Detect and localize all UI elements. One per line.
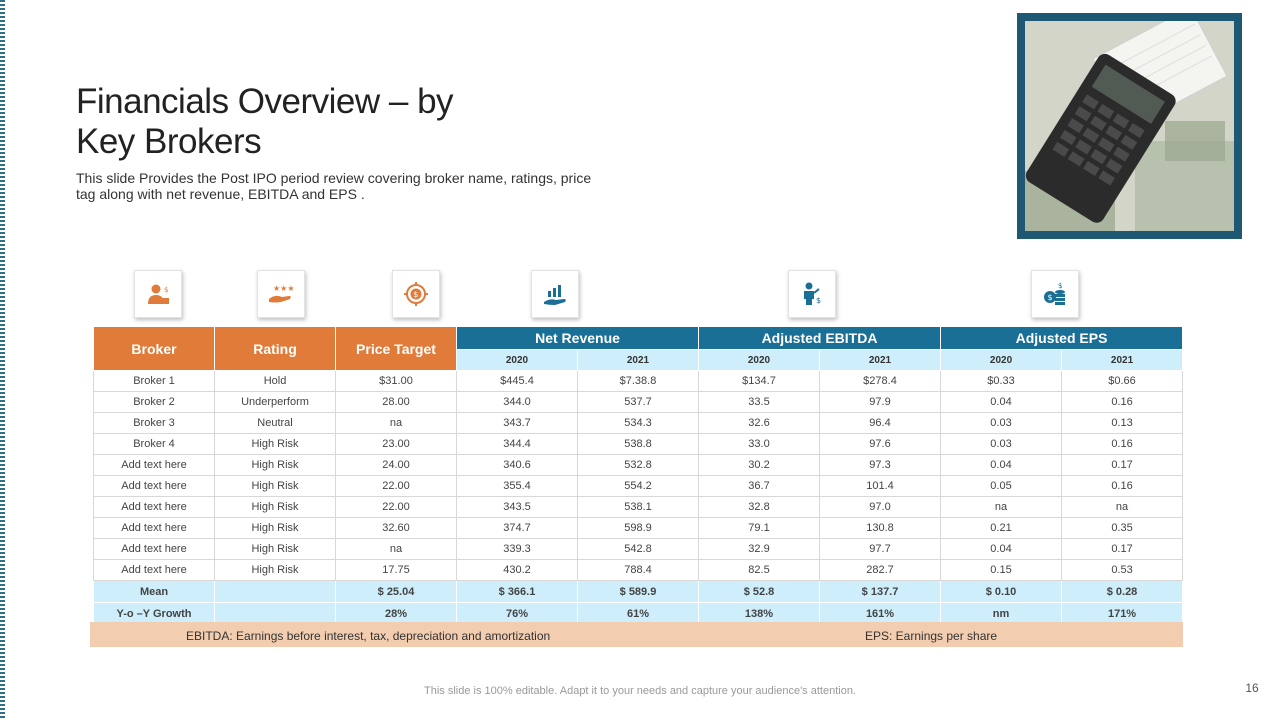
table-cell: Add text here	[94, 560, 215, 581]
table-cell: Add text here	[94, 497, 215, 518]
table-cell: 343.7	[457, 413, 578, 434]
growth-cell: 161%	[820, 603, 941, 625]
year-header: 2020	[699, 350, 820, 371]
table-cell: na	[336, 539, 457, 560]
table-cell: 598.9	[578, 518, 699, 539]
price-target-icon	[392, 270, 440, 318]
table-cell: 32.8	[699, 497, 820, 518]
year-header: 2020	[457, 350, 578, 371]
table-cell: 0.17	[1062, 455, 1183, 476]
table-cell: 0.53	[1062, 560, 1183, 581]
svg-text:$: $	[164, 286, 169, 294]
mean-row	[94, 581, 1183, 603]
table-cell: High Risk	[215, 560, 336, 581]
table-cell: 0.21	[941, 518, 1062, 539]
growth-cell: Y-o –Y Growth	[94, 603, 215, 625]
table-cell: 282.7	[820, 560, 941, 581]
table-body	[94, 371, 1183, 625]
table-cell: 538.8	[578, 434, 699, 455]
table-cell: 0.17	[1062, 539, 1183, 560]
table-cell: 554.2	[578, 476, 699, 497]
table-cell: 344.4	[457, 434, 578, 455]
table-row	[94, 497, 1183, 518]
table-cell: 97.3	[820, 455, 941, 476]
mean-cell: $ 52.8	[699, 581, 820, 603]
table-row	[94, 518, 1183, 539]
table-cell: 343.5	[457, 497, 578, 518]
svg-text:$: $	[1047, 293, 1053, 302]
header-broker: Broker	[94, 327, 215, 371]
table-cell: 97.7	[820, 539, 941, 560]
calculator-money-photo	[1017, 13, 1242, 239]
table-cell: 788.4	[578, 560, 699, 581]
table-cell: 32.60	[336, 518, 457, 539]
svg-text:$: $	[413, 290, 419, 299]
table-cell: 0.16	[1062, 476, 1183, 497]
table-cell: 538.1	[578, 497, 699, 518]
table-cell: 542.8	[578, 539, 699, 560]
editable-note: This slide is 100% editable. Adapt it to your needs and capture your audience's attention.	[424, 685, 856, 697]
table-cell: 0.05	[941, 476, 1062, 497]
slide-subtitle: This slide Provides the Post IPO period review covering broker name, ratings, price tag along with net revenue, EBITDA and EPS .	[76, 170, 592, 202]
table-cell: 0.13	[1062, 413, 1183, 434]
table-cell: na	[1062, 497, 1183, 518]
year-header: 2021	[578, 350, 699, 371]
rating-stars-icon	[257, 270, 305, 318]
table-cell: 82.5	[699, 560, 820, 581]
table-cell: $0.33	[941, 371, 1062, 392]
svg-text:$: $	[816, 296, 822, 305]
table-cell: 344.0	[457, 392, 578, 413]
table-row	[94, 392, 1183, 413]
table-cell: 532.8	[578, 455, 699, 476]
footnote-eps: EPS: Earnings per share	[865, 629, 998, 643]
table-cell: 0.03	[941, 413, 1062, 434]
table-cell: $445.4	[457, 371, 578, 392]
column-icons-row	[0, 270, 1280, 322]
table-cell: High Risk	[215, 539, 336, 560]
table-cell: 0.16	[1062, 392, 1183, 413]
table-cell: 23.00	[336, 434, 457, 455]
table-cell: na	[941, 497, 1062, 518]
table-cell: 0.04	[941, 392, 1062, 413]
title-line-1: Financials Overview – by	[76, 82, 454, 121]
table-cell: $7.38.8	[578, 371, 699, 392]
mean-cell: $ 0.28	[1062, 581, 1183, 603]
table-cell: Broker 3	[94, 413, 215, 434]
table-cell: na	[336, 413, 457, 434]
table-cell: 0.04	[941, 539, 1062, 560]
mean-cell: $ 366.1	[457, 581, 578, 603]
table-cell: 36.7	[699, 476, 820, 497]
table-cell: 430.2	[457, 560, 578, 581]
year-header: 2020	[941, 350, 1062, 371]
table-cell: High Risk	[215, 518, 336, 539]
table-cell: 32.6	[699, 413, 820, 434]
table-cell: High Risk	[215, 455, 336, 476]
mean-cell: $ 589.9	[578, 581, 699, 603]
table-cell: 28.00	[336, 392, 457, 413]
mean-cell: $ 25.04	[336, 581, 457, 603]
growth-cell: 171%	[1062, 603, 1183, 625]
table-cell: Broker 1	[94, 371, 215, 392]
table-row	[94, 476, 1183, 497]
table-cell: Add text here	[94, 539, 215, 560]
table-cell: 0.04	[941, 455, 1062, 476]
table-cell: 97.6	[820, 434, 941, 455]
page-number: 16	[1245, 681, 1259, 695]
table-cell: 33.5	[699, 392, 820, 413]
table-cell: Add text here	[94, 518, 215, 539]
year-header: 2021	[820, 350, 941, 371]
growth-cell: nm	[941, 603, 1062, 625]
table-row	[94, 371, 1183, 392]
header-adjusted-eps: Adjusted EPS	[941, 327, 1183, 350]
header-adjusted-ebitda: Adjusted EBITDA	[699, 327, 941, 350]
table-cell: Underperform	[215, 392, 336, 413]
table-cell: 22.00	[336, 476, 457, 497]
table-cell: 0.35	[1062, 518, 1183, 539]
table-row	[94, 455, 1183, 476]
table-cell: 101.4	[820, 476, 941, 497]
table-cell: 537.7	[578, 392, 699, 413]
table-cell: High Risk	[215, 497, 336, 518]
table-row	[94, 413, 1183, 434]
table-cell: 96.4	[820, 413, 941, 434]
table-cell: 32.9	[699, 539, 820, 560]
page-title	[76, 82, 453, 162]
table-cell: High Risk	[215, 434, 336, 455]
svg-text:★★★: ★★★	[273, 284, 295, 293]
table-row	[94, 560, 1183, 581]
table-cell: $0.66	[1062, 371, 1183, 392]
header-price-target: Price Target	[336, 327, 457, 371]
table-cell: 130.8	[820, 518, 941, 539]
eps-coins-icon	[1031, 270, 1079, 318]
table-cell: Hold	[215, 371, 336, 392]
mean-cell	[215, 581, 336, 603]
table-cell: 339.3	[457, 539, 578, 560]
table-cell: High Risk	[215, 476, 336, 497]
table-cell: $278.4	[820, 371, 941, 392]
table-row	[94, 434, 1183, 455]
table-cell: 374.7	[457, 518, 578, 539]
table-cell: $134.7	[699, 371, 820, 392]
table-cell: 0.15	[941, 560, 1062, 581]
table-cell: 355.4	[457, 476, 578, 497]
revenue-chart-icon	[531, 270, 579, 318]
ebitda-person-icon	[788, 270, 836, 318]
svg-text:$: $	[1058, 282, 1063, 290]
header-net-revenue: Net Revenue	[457, 327, 699, 350]
table-cell: 17.75	[336, 560, 457, 581]
growth-cell: 28%	[336, 603, 457, 625]
mean-cell: $ 0.10	[941, 581, 1062, 603]
table-cell: Broker 2	[94, 392, 215, 413]
left-decorative-border	[0, 0, 5, 720]
growth-cell: 76%	[457, 603, 578, 625]
financials-table	[93, 326, 1183, 625]
table-cell: Broker 4	[94, 434, 215, 455]
table-cell: 33.0	[699, 434, 820, 455]
table-cell: Add text here	[94, 455, 215, 476]
table-cell: 30.2	[699, 455, 820, 476]
growth-cell: 138%	[699, 603, 820, 625]
table-cell: 0.03	[941, 434, 1062, 455]
footnote-bar	[90, 622, 1183, 647]
growth-cell: 61%	[578, 603, 699, 625]
mean-cell: Mean	[94, 581, 215, 603]
table-cell: 97.9	[820, 392, 941, 413]
table-cell: 97.0	[820, 497, 941, 518]
table-cell: 22.00	[336, 497, 457, 518]
year-header: 2021	[1062, 350, 1183, 371]
footnote-ebitda: EBITDA: Earnings before interest, tax, depreciation and amortization	[186, 629, 551, 643]
table-row	[94, 539, 1183, 560]
title-line-2: Key Brokers	[76, 122, 262, 161]
table-cell: 24.00	[336, 455, 457, 476]
table-cell: Neutral	[215, 413, 336, 434]
table-cell: $31.00	[336, 371, 457, 392]
table-cell: 0.16	[1062, 434, 1183, 455]
table-cell: 79.1	[699, 518, 820, 539]
table-cell: 534.3	[578, 413, 699, 434]
table-cell: Add text here	[94, 476, 215, 497]
mean-cell: $ 137.7	[820, 581, 941, 603]
header-rating: Rating	[215, 327, 336, 371]
table-cell: 340.6	[457, 455, 578, 476]
broker-icon	[134, 270, 182, 318]
